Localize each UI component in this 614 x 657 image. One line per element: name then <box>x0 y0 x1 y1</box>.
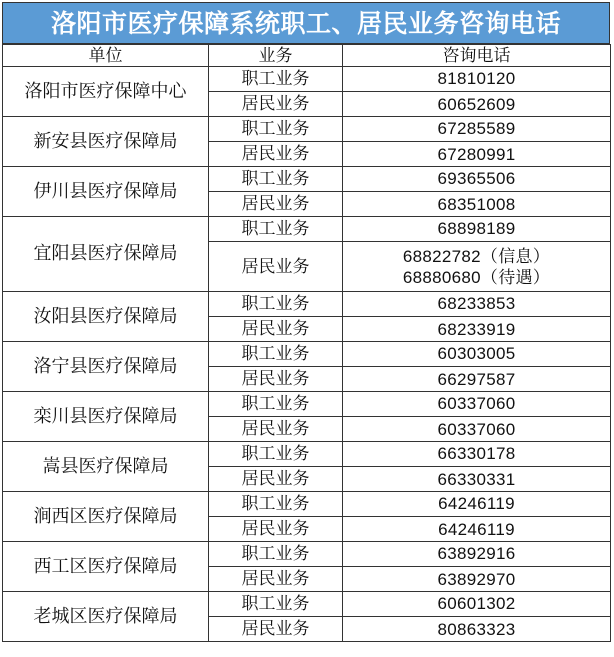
employee-phone: 60337060 <box>343 392 611 417</box>
resident-phone: 68822782（信息） <box>402 246 551 266</box>
business-type-employee: 职工业务 <box>209 67 343 92</box>
business-type-employee: 职工业务 <box>209 542 343 567</box>
resident-phone-cell <box>343 192 611 217</box>
business-type-resident: 居民业务 <box>209 242 343 292</box>
business-type-resident: 居民业务 <box>209 467 343 492</box>
resident-phone: 68880680（待遇） <box>402 267 551 287</box>
contact-table <box>2 44 611 642</box>
resident-phone-cell <box>343 92 611 117</box>
resident-phone: 68351008 <box>437 194 516 214</box>
unit-name: 洛阳市医疗保障中心 <box>3 67 209 117</box>
table-row <box>3 167 611 192</box>
resident-phone: 66330331 <box>437 469 516 489</box>
business-type-resident: 居民业务 <box>209 92 343 117</box>
table-row <box>3 217 611 242</box>
business-type-resident: 居民业务 <box>209 367 343 392</box>
business-type-resident: 居民业务 <box>209 142 343 167</box>
business-type-employee: 职工业务 <box>209 292 343 317</box>
business-type-resident: 居民业务 <box>209 517 343 542</box>
resident-phone: 68233919 <box>437 319 516 339</box>
business-type-resident: 居民业务 <box>209 317 343 342</box>
unit-name: 嵩县医疗保障局 <box>3 442 209 492</box>
resident-phone-cell <box>343 617 611 642</box>
table-body <box>3 67 611 642</box>
business-type-employee: 职工业务 <box>209 392 343 417</box>
unit-name: 涧西区医疗保障局 <box>3 492 209 542</box>
unit-name: 新安县医疗保障局 <box>3 117 209 167</box>
business-type-employee: 职工业务 <box>209 592 343 617</box>
table-row <box>3 292 611 317</box>
resident-phone-cell <box>343 367 611 392</box>
table-row <box>3 117 611 142</box>
table-header-row <box>3 45 611 67</box>
resident-phone: 60337060 <box>437 419 516 439</box>
employee-phone: 81810120 <box>343 67 611 92</box>
employee-phone: 66330178 <box>343 442 611 467</box>
table-row <box>3 392 611 417</box>
header-unit: 单位 <box>3 45 209 67</box>
employee-phone: 69365506 <box>343 167 611 192</box>
business-type-employee: 职工业务 <box>209 117 343 142</box>
header-business: 业务 <box>209 45 343 67</box>
unit-name: 汝阳县医疗保障局 <box>3 292 209 342</box>
header-phone: 咨询电话 <box>343 45 611 67</box>
business-type-employee: 职工业务 <box>209 342 343 367</box>
unit-name: 栾川县医疗保障局 <box>3 392 209 442</box>
business-type-employee: 职工业务 <box>209 492 343 517</box>
employee-phone: 67285589 <box>343 117 611 142</box>
table-row <box>3 492 611 517</box>
table-row <box>3 442 611 467</box>
unit-name: 伊川县医疗保障局 <box>3 167 209 217</box>
table-row <box>3 67 611 92</box>
unit-name: 西工区医疗保障局 <box>3 542 209 592</box>
table-row <box>3 592 611 617</box>
resident-phone: 60652609 <box>437 94 516 114</box>
business-type-employee: 职工业务 <box>209 442 343 467</box>
resident-phone-cell <box>343 242 611 292</box>
resident-phone-cell <box>343 567 611 592</box>
resident-phone-cell <box>343 467 611 492</box>
unit-name: 老城区医疗保障局 <box>3 592 209 642</box>
employee-phone: 68233853 <box>343 292 611 317</box>
business-type-resident: 居民业务 <box>209 567 343 592</box>
unit-name: 宜阳县医疗保障局 <box>3 217 209 292</box>
business-type-resident: 居民业务 <box>209 417 343 442</box>
resident-phone: 64246119 <box>438 519 515 539</box>
employee-phone: 60601302 <box>343 592 611 617</box>
business-type-employee: 职工业务 <box>209 217 343 242</box>
table-row <box>3 542 611 567</box>
resident-phone-cell <box>343 517 611 542</box>
page-title: 洛阳市医疗保障系统职工、居民业务咨询电话 <box>2 2 610 44</box>
business-type-resident: 居民业务 <box>209 617 343 642</box>
table-row <box>3 342 611 367</box>
document-page <box>2 2 610 642</box>
employee-phone: 68898189 <box>343 217 611 242</box>
resident-phone-cell <box>343 417 611 442</box>
resident-phone: 63892970 <box>437 569 516 589</box>
business-type-resident: 居民业务 <box>209 192 343 217</box>
employee-phone: 64246119 <box>343 492 611 517</box>
resident-phone: 67280991 <box>437 144 516 164</box>
resident-phone-cell <box>343 317 611 342</box>
resident-phone: 66297587 <box>437 369 516 389</box>
employee-phone: 63892916 <box>343 542 611 567</box>
resident-phone-cell <box>343 142 611 167</box>
employee-phone: 60303005 <box>343 342 611 367</box>
business-type-employee: 职工业务 <box>209 167 343 192</box>
resident-phone: 80863323 <box>437 619 516 639</box>
unit-name: 洛宁县医疗保障局 <box>3 342 209 392</box>
